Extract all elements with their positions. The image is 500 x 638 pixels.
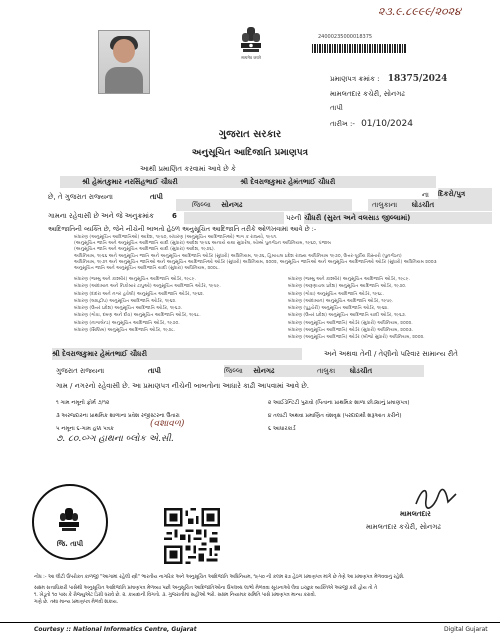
- cert-no: 18375/2024: [387, 74, 448, 84]
- order-item: અધિનિયમ, ૧૯૬૬ અને અનુસૂચિત જાતિ અને અનુસૂચિત આદિજાતિ ઓર્ડર (સુધારો) અધિનિયમ, ૧૯૭૬, હિમાચલ પ્રદેશ રાજ્ય અધિનિયમ ૧૯૭૦, ઉત્તર-પૂર્વીય વિસ્તારો (પુનર્ગઠન): [74, 253, 402, 259]
- documents-right: [268, 397, 496, 436]
- order-item: બંધારણ (અરૂણાચલ પ્રદેશ) અનુસૂચિત આદિજાતિ ઓર્ડર, ૧૯૭૦.: [288, 284, 407, 290]
- signatory-title: મામલતદાર: [400, 510, 431, 518]
- office-line2: તાપી: [330, 104, 343, 112]
- order-item: (અનુસૂચિત જાતિ અને અનુસૂચિત આદિજાતિ યાદી (સુધારા) આદેશ ૧૯૫૬ અન્વયે યથા સુધારેલ, બોમ્બે પુનર્ગઠન અધિનિયમ, ૧૯૬૦, પંજાબ: [74, 241, 332, 247]
- document-item: ૫ નમૂના ૬-ગામ હક્ક પત્રક: [56, 426, 114, 432]
- order-item: અધિનિયમ, ૧૯૭૧ અને અનુસૂચિત જાતિઓ અને અનુસૂચિત આદિજાતિઓ ઓર્ડર (સુધારો) અધિનિયમ, ૨૦૦૨, અનુસૂચિત જાતિઓ અને અનુસૂચિત આદિજાતિઓ ઓર્ડર (સુધારો) અધિનિયમ ૨૦૦૩: [74, 259, 437, 265]
- order-item: બંધારણ (દાદરા અને નગર હવેલી) અનુસૂચિત આદિજાતિ ઓર્ડર, ૧૯૬૨.: [74, 291, 205, 297]
- taluka-name: સોનગઢ: [221, 201, 243, 209]
- barcode: [312, 44, 406, 53]
- document-item: ૧ ગામ નમૂનો ફોર્મ ૭/૧૨: [56, 400, 110, 406]
- handwritten-note-1: (વશાવળ): [150, 419, 185, 429]
- order-item: બંધારણ (જમ્મુ અને કાશ્મીર) અનુસૂચિત આદિજાતિ ઓર્ડર, ૧૯૮૯.: [288, 277, 410, 282]
- order-item: બંધારણ (અનુસૂચિત આદિજાતિઓ) આદેશ, ૧૯૫૦, બંધારણ (અનુસૂચિત આદિજાતિઓ) ભાગ ક રાજ્યો, ૧૯૫૧.: [74, 235, 278, 240]
- serial-band: [184, 212, 284, 224]
- order-item: બંધારણ (અનુસૂચિત આદિજાતિ) ઓર્ડર (સુધારો) અધિનિયમ, ૨૦૦૩.: [288, 328, 414, 334]
- order-item: બંધારણ (ગોવા, દમણ અને દીવ) અનુસૂચિત આદિજાતિ ઓર્ડર, ૧૯૬૮.: [74, 313, 201, 319]
- seal-text: જિ. તાપી: [56, 540, 84, 548]
- cert-no-row: [330, 74, 447, 84]
- signature-icon: [412, 484, 460, 512]
- note-line: સક્ષમ સત્તાધિકારી પાસેથી અનુસૂચિત આદિજાતિ પ્રમાણપત્ર મેળવ્યા પછી અનુસૂચિત આદિજાતિઓના ઉપલબ્ધ લાભો મેળવવા સૂચનાઓ લેવા ઇચ્છુક વ્યક્તિએ અરજી કરી હોય તો તે: [34, 586, 378, 591]
- tribe-name: ચૌધરી (સુરત અને વલસાડ જીલ્લામાં): [304, 212, 492, 224]
- note-line: નોંધ :- આ લીટી ઉપરોક્ત કાળજી "આગામાં રહેલી સ્ત્રી" ભારતીય નાગરિક અને અનુસૂચિત આદિજાતિ અધિનિયમ, ૧૯૫૦ ની કલમ ૨૭ હેઠળ પ્રમાણપત્ર માંગે છે તેણે આ પ્રમાણપત્ર મેળવવાનું રહેશે.: [34, 575, 405, 580]
- order-item: બંધારણ (પુડુચેરી) અનુસૂચિત આદિજાતિ ઓર્ડર, ૧૯૬૪.: [288, 306, 389, 312]
- cert-no-label: પ્રમાણપત્ર ક્રમાંક :: [330, 75, 380, 83]
- office-line1: મામલતદાર કચેરી, સોનગઢ: [330, 90, 405, 98]
- cert-title: અનુસૂચિત આદિજાતિ પ્રમાણપત્ર: [191, 148, 309, 158]
- order-item: બંધારણ (સિક્કિમ) અનુસૂચિત આદિજાતિ ઓર્ડર, ૧૯૭૮.: [74, 328, 176, 334]
- order-item: બંધારણ (આંદામાન અને નિકોબાર ટાપુઓ) અનુસૂચિત આદિજાતિ ઓર્ડર, ૧૯૫૯.: [74, 284, 221, 290]
- date-row: [330, 119, 413, 129]
- village-line: ગામના રહેવાસી છે અને જે અનુક્રમાંક: [48, 212, 154, 220]
- note-line: ૧. ખેડૂતો ૧૦ પાસ કે ગ્રેજ્યુએટ ડિગ્રી ધરાવે છે. ૨. કાયદાની વિગતો. ૩. ગુજરાતીમાં સહીઓ ભરો. સક્ષમ નિયામક સમિતિ પાસે પ્રમાણપત્ર માન્ય કરાવો.: [34, 593, 317, 598]
- document-item: ૪ તલાટી અથવા પ્રમાણિત વંશવૃક્ષ (પરદાદાથી શરૂઆત કરીને): [268, 413, 402, 419]
- footer: [0, 622, 500, 638]
- res-village: ઘોડચીત: [349, 367, 373, 375]
- seal-emblem-icon: [54, 506, 84, 536]
- footer-courtesy: Courtesy :: National Informatics Centre, Gujarat: [34, 626, 197, 633]
- order-item: (અનુસૂચિત જાતિ અને અનુસૂચિત આદિજાતિ યાદી (સુધારા) આદેશ, ૧૯૭૬).: [74, 247, 216, 253]
- document-item: ૬ આધારકાર્ડ: [268, 426, 296, 432]
- govt-title: ગુજરાત સરકાર: [218, 129, 282, 140]
- relation: દિકરો/પુત્ર: [438, 188, 492, 200]
- ashoka-emblem-icon: [236, 25, 266, 61]
- applicant-photo: [98, 30, 150, 94]
- order-item: બંધારણ (અનુસૂચિત આદિજાતિ) ઓર્ડર (સુધારો) અધિનિયમ, ૨૦૦૨.: [288, 320, 413, 326]
- orders-left-list: [74, 276, 264, 334]
- office-seal: [32, 484, 108, 560]
- order-item: બંધારણ (નાગાલેન્ડ) અનુસૂચિત આદિજાતિ ઓર્ડર, ૧૯૭૦.: [74, 320, 180, 326]
- note-line: ગણે છે. તથા માન્ય પ્રમાણપત્ર મેળવી શકાય.: [34, 600, 119, 605]
- family-name: શ્રી દેવરાજકુમાર હેમંતભાઈ ચૌધરી: [52, 348, 302, 360]
- order-item: બંધારણ (ઉત્તર પ્રદેશ) અનુસૂચિત આદિજાતિ યાદી ઓર્ડર, ૧૯૬૭.: [288, 313, 407, 319]
- res-state: ગુજરાત રાજ્યના: [56, 367, 105, 375]
- res-jillo: જિલ્લા: [224, 367, 243, 375]
- handwritten-ref: ૨૩.૯.૮૯૯૯/૨૦૨૪: [378, 5, 461, 18]
- village-band: [368, 199, 492, 211]
- qr-code: [164, 508, 220, 564]
- barcode-number: 24000235000018375: [318, 34, 373, 40]
- document-item: ૨ આઈડેન્ટિટી પુરાવો (પિતાના પ્રાથમિક શાળા છોડ્યાનું પ્રમાણપત્ર): [268, 400, 410, 406]
- res-taluka: તાલુકા: [316, 367, 336, 375]
- handwritten-note-2: ૭. ૮૦.વ્ગ્ગ હાથના બ્લોક એ.સી.: [56, 434, 174, 444]
- jillo-label: જિલ્લા: [192, 201, 211, 209]
- order-item: બંધારણ (જમ્મુ અને કાશ્મીર) અનુસૂચિત આદિજાતિ ઓર્ડર, ૧૯૮૯.: [74, 277, 196, 282]
- applicant-name: શ્રી દેવરાજકુમાર હેમંતભાઈ ચૌધરી: [240, 178, 336, 186]
- document-item: ૩ અરજદારના પ્રાથમિક શાળાના પ્રવેશ રજીસ્ટરના ઉતારા: [56, 413, 180, 419]
- svg-text:सत्यमेव जयते: सत्यमेव जयते: [241, 55, 261, 60]
- name-band: [60, 176, 436, 188]
- na-label: ના: [422, 191, 429, 199]
- documents-left: [56, 397, 266, 436]
- res-line: ગામ / નગરનો રહેવાસી છે. આ પ્રમાણપત્ર નીચેની બાબતોના આધારે કાઢી આપવામાં આવે છે.: [56, 382, 309, 390]
- orders-full-list: [74, 235, 494, 272]
- date-label: તારીખ :-: [330, 120, 355, 128]
- order-item: અનુસૂચિત જાતિ અને અનુસૂચિત આદિજાતિ યાદી (સુધારા) અધિનિયમ, ૨૦૦૮.: [74, 266, 220, 272]
- state-district: તાપી: [150, 193, 163, 201]
- district-band: [176, 199, 352, 211]
- order-item: બંધારણ (લક્ષદ્વીપ) અનુસૂચિત આદિજાતિ ઓર્ડર, ૧૯૬૨.: [74, 298, 177, 304]
- serial-no: 6: [172, 212, 177, 220]
- order-item: બંધારણ (ઉત્તર પ્રદેશ) અનુસૂચિત આદિજાતિ ઓર્ડર, ૧૯૬૭.: [74, 306, 183, 312]
- father-name: શ્રી હેમંતકુમાર નરસિંહભાઈ ચૌધરી: [82, 178, 178, 186]
- tribe-label: પરની: [286, 214, 302, 222]
- order-item: બંધારણ (આંદામાન) અનુસૂચિત આદિજાતિ ઓર્ડર, ૧૯૫૯.: [288, 298, 394, 304]
- footer-digital-gujarat: Digital Gujarat: [444, 626, 488, 633]
- res-band: [224, 365, 424, 377]
- intro-text: આથી પ્રમાણિત કરવામાં આવે છે કે: [140, 165, 236, 173]
- state-line-label: છે, તે ગુજરાત રાજ્યના: [48, 193, 113, 201]
- clause-text: આદિજાતિની વ્યક્તિ છે, જેને નીચેની બાબતો હેઠળ અનુસૂચિત આદિજાતિ તરીકે ઓળખવામાં આવે છે :-: [48, 225, 317, 233]
- orders-right-list: [288, 276, 493, 342]
- res-district: તાપી: [148, 367, 161, 375]
- signatory-office: મામલતદાર કચેરી, સોનગઢ: [366, 523, 441, 531]
- order-item: બંધારણ (ગોવા) અનુસૂચિત આદિજાતિ ઓર્ડર, ૧૯૬૮.: [288, 291, 385, 297]
- family-suffix: અને અથવા તેની / તેણીનો પરિવાર સામાન્ય રીતે: [324, 350, 458, 358]
- village-name: ઘોડચીત: [411, 201, 435, 209]
- taluka-label: તાલુકાના: [372, 201, 398, 209]
- issue-date: 01/10/2024: [361, 119, 413, 129]
- order-item: બંધારણ (અનુસૂચિત આદિજાતિ) ઓર્ડર (બીજો સુધારો) અધિનિયમ, ૨૦૦૨.: [288, 335, 425, 341]
- notes-block: [34, 574, 494, 606]
- res-taluka-name: સોનગઢ: [253, 367, 275, 375]
